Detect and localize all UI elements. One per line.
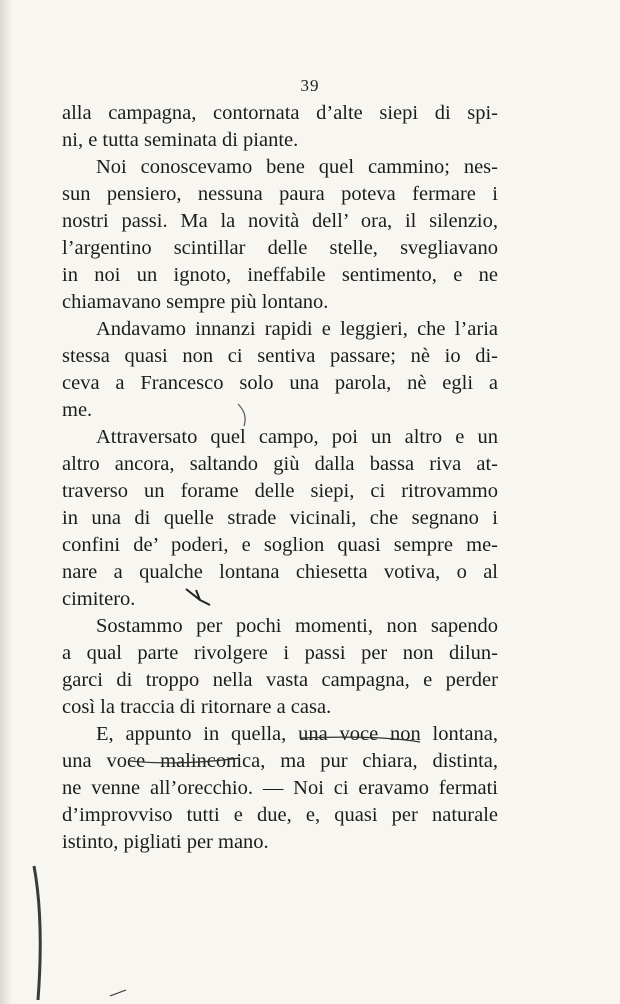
text-line: a qual parte rivolgere i passi per non dilun-: [62, 642, 498, 664]
text-line: Sostammo per pochi momenti, non sapendo: [96, 615, 498, 637]
text-line: cimitero.: [62, 588, 136, 610]
body-text: [62, 100, 498, 856]
text-line: nare a qualche lontana chiesetta votiva, o al: [62, 561, 498, 583]
text-line: confini de’ poderi, e soglion quasi sempre me-: [62, 534, 498, 556]
text-line: Attraversato quel campo, poi un altro e un: [96, 426, 498, 448]
text-line: sun pensiero, nessuna paura poteva fermare i: [62, 183, 498, 205]
text-line: E, appunto in quella, una voce non lontana,: [96, 723, 498, 745]
paragraph: [62, 721, 498, 856]
text-line: ni, e tutta seminata di piante.: [62, 129, 299, 151]
paragraph: [62, 100, 498, 154]
text-line: Noi conoscevamo bene quel cammino; nes-: [96, 156, 498, 178]
text-line: alla campagna, contornata d’alte siepi di spi-: [62, 102, 498, 124]
text-line: nostri passi. Ma la novità dell’ ora, il silenzio,: [62, 210, 498, 232]
paragraph: [62, 154, 498, 316]
page-number: 39: [300, 76, 320, 95]
paragraph: [62, 316, 498, 424]
text-line: ne venne all’orecchio. — Noi ci eravamo fermati: [62, 777, 498, 799]
text-line: traverso un forame delle siepi, ci ritrovammo: [62, 480, 498, 502]
text-line: in noi un ignoto, ineffabile sentimento, e ne: [62, 264, 498, 286]
text-line: altro ancora, saltando giù dalla bassa riva at-: [62, 453, 498, 475]
text-line: così la traccia di ritornare a casa.: [62, 696, 332, 718]
left-margin-stroke: [34, 866, 40, 1000]
text-line: stessa quasi non ci sentiva passare; nè io di-: [62, 345, 498, 367]
text-line: una voce malinconica, ma pur chiara, distinta,: [62, 750, 498, 772]
text-line: Andavamo innanzi rapidi e leggieri, che l’aria: [96, 318, 498, 340]
text-line: istinto, pigliati per mano.: [62, 831, 269, 853]
page-binding-shadow: [0, 0, 12, 1004]
text-line: d’improvviso tutti e due, e, quasi per naturale: [62, 804, 498, 826]
text-line: me.: [62, 399, 93, 421]
text-line: l’argentino scintillar delle stelle, svegliavano: [62, 237, 498, 259]
paragraph: [62, 613, 498, 721]
text-line: in una di quelle strade vicinali, che segnano i: [62, 507, 498, 529]
text-line: chiamavano sempre più lontano.: [62, 291, 329, 313]
text-line: ceva a Francesco solo una parola, nè egli a: [62, 372, 498, 394]
paragraph: [62, 424, 498, 613]
text-line: garci di troppo nella vasta campagna, e perder: [62, 669, 498, 691]
bottom-pencil-mark: [110, 990, 126, 996]
